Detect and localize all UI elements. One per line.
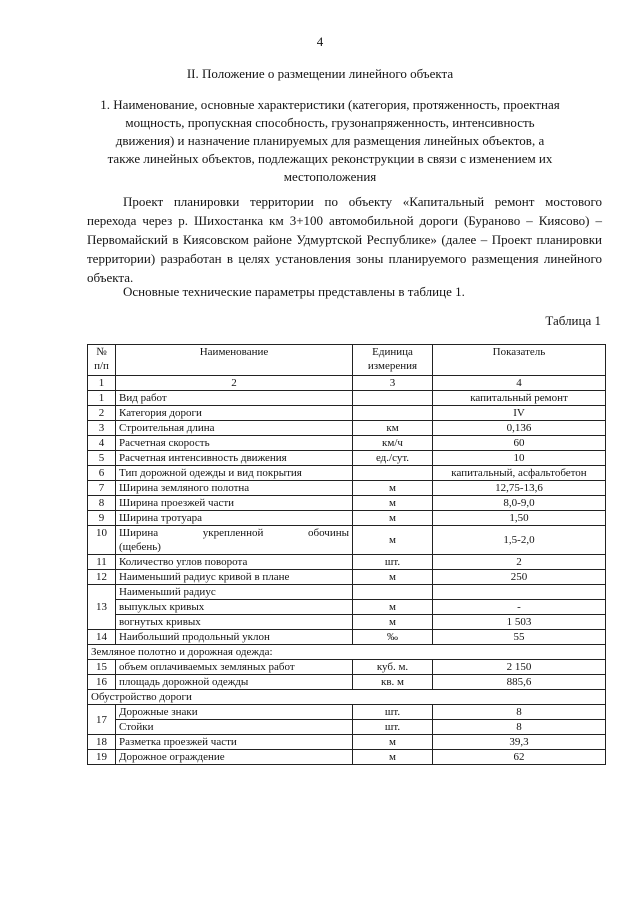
row-name: выпуклых кривых [116,600,353,615]
row-no: 15 [88,660,116,675]
row-value: 1 503 [433,615,606,630]
row-name: Ширина земляного полотна [116,481,353,496]
row-name: Наименьший радиус [116,585,353,600]
row-value: 2 [433,555,606,570]
row-name [116,526,353,555]
row-value: - [433,600,606,615]
group-header-row [88,690,606,705]
row-no: 13 [88,585,116,630]
table-row [88,406,606,421]
row-unit: м [353,735,433,750]
row-value: 55 [433,630,606,645]
table-row [88,705,606,720]
row-unit [353,466,433,481]
row-unit: ‰ [353,630,433,645]
row-unit: м [353,615,433,630]
table-row [88,421,606,436]
table-row [88,585,606,600]
table-subrow [88,615,606,630]
row-no: 8 [88,496,116,511]
row-name: Наименьший радиус кривой в плане [116,570,353,585]
row-name: вогнутых кривых [116,615,353,630]
table-subrow [88,600,606,615]
index-cell: 1 [88,376,116,391]
row-name-line: (щебень) [119,541,161,553]
index-cell: 2 [116,376,353,391]
row-unit [353,585,433,600]
row-unit: шт. [353,720,433,735]
index-row [88,376,606,391]
row-name: Количество углов поворота [116,555,353,570]
row-value: 39,3 [433,735,606,750]
table-row [88,496,606,511]
row-value: 12,75-13,6 [433,481,606,496]
table-row [88,630,606,645]
row-name: площадь дорожной одежды [116,675,353,690]
section-title: II. Положение о размещении линейного объекта [186,66,454,81]
table-row [88,451,606,466]
row-unit: ед./сут. [353,451,433,466]
header-value: Показатель [433,345,606,376]
row-unit [353,391,433,406]
row-no: 10 [88,526,116,555]
group-header-row [88,645,606,660]
row-value: 1,5-2,0 [433,526,606,555]
row-name: Дорожное ограждение [116,750,353,765]
index-cell: 4 [433,376,606,391]
row-unit: кв. м [353,675,433,690]
row-no: 9 [88,511,116,526]
table-caption: Таблица 1 [545,313,601,328]
row-no: 11 [88,555,116,570]
index-cell: 3 [353,376,433,391]
table-row [88,466,606,481]
row-value: капитальный ремонт [433,391,606,406]
row-name: Категория дороги [116,406,353,421]
row-no: 19 [88,750,116,765]
table-row [88,511,606,526]
table-row [88,526,606,555]
row-value: капитальный, асфальтобетон [433,466,606,481]
row-value: 250 [433,570,606,585]
row-unit: м [353,570,433,585]
intro-paragraph: Проект планировки территории по объекту «Капитальный ремонт мостового перехода через р. Шихостанка км 3+100 автомобильной дороги (Бураново – Киясово) – Первомайский в Киясовском районе Удмуртской Республике» (далее – Проект планировки территории) разработан в целях установления зоны планируемого размещения линейного объекта. [87,194,602,285]
row-name: Дорожные знаки [116,705,353,720]
table-row [88,660,606,675]
row-unit: м [353,600,433,615]
table-row [88,750,606,765]
row-no: 18 [88,735,116,750]
group-title: Земляное полотно и дорожная одежда: [88,645,606,660]
table-row [88,391,606,406]
row-name: Стойки [116,720,353,735]
row-name: Расчетная интенсивность движения [116,451,353,466]
row-name-line: Ширина укрепленной обочины [119,527,349,539]
page-number: 4 [316,34,324,49]
table-header-row [88,345,606,376]
row-name: Ширина тротуара [116,511,353,526]
row-value: 8 [433,705,606,720]
row-value: 2 150 [433,660,606,675]
row-value: IV [433,406,606,421]
row-no: 12 [88,570,116,585]
row-name: объем оплачиваемых земляных работ [116,660,353,675]
row-unit: шт. [353,555,433,570]
row-unit: м [353,496,433,511]
header-no: № п/п [88,345,116,376]
row-no: 1 [88,391,116,406]
row-value: 60 [433,436,606,451]
row-no: 3 [88,421,116,436]
table-row [88,570,606,585]
row-unit: куб. м. [353,660,433,675]
row-unit: шт. [353,705,433,720]
table-row [88,481,606,496]
row-name: Вид работ [116,391,353,406]
row-no: 4 [88,436,116,451]
subsection-title: 1. Наименование, основные характеристики (категория, протяженность, проектная мощность, пропускная способность, грузонапряженность, интенсивность движения) и назначение планируемых для размещения линейных объектов, а также линейных объектов, подлежащих реконструкции в связи с изменением их местоположения [100,97,560,184]
row-no: 6 [88,466,116,481]
table-row [88,735,606,750]
row-name: Ширина проезжей части [116,496,353,511]
row-value: 8,0-9,0 [433,496,606,511]
row-no: 7 [88,481,116,496]
row-no: 16 [88,675,116,690]
row-unit: м [353,526,433,555]
row-value: 1,50 [433,511,606,526]
row-name: Расчетная скорость [116,436,353,451]
row-no: 17 [88,705,116,735]
table-reference-paragraph: Основные технические параметры представлены в таблице 1. [123,284,465,299]
row-value [433,585,606,600]
row-unit: км [353,421,433,436]
row-no: 5 [88,451,116,466]
row-unit: км/ч [353,436,433,451]
row-value: 10 [433,451,606,466]
header-name: Наименование [116,345,353,376]
group-title: Обустройство дороги [88,690,606,705]
row-unit: м [353,750,433,765]
table-row [88,436,606,451]
row-unit [353,406,433,421]
row-unit: м [353,481,433,496]
row-value: 885,6 [433,675,606,690]
table-subrow [88,720,606,735]
parameters-table [87,344,606,765]
row-name: Наибольший продольный уклон [116,630,353,645]
row-value: 0,136 [433,421,606,436]
row-unit: м [353,511,433,526]
table-row [88,555,606,570]
header-unit: Единица измерения [353,345,433,376]
row-name: Строительная длина [116,421,353,436]
row-name: Тип дорожной одежды и вид покрытия [116,466,353,481]
row-value: 8 [433,720,606,735]
table-row [88,675,606,690]
row-no: 2 [88,406,116,421]
row-no: 14 [88,630,116,645]
row-name: Разметка проезжей части [116,735,353,750]
row-value: 62 [433,750,606,765]
